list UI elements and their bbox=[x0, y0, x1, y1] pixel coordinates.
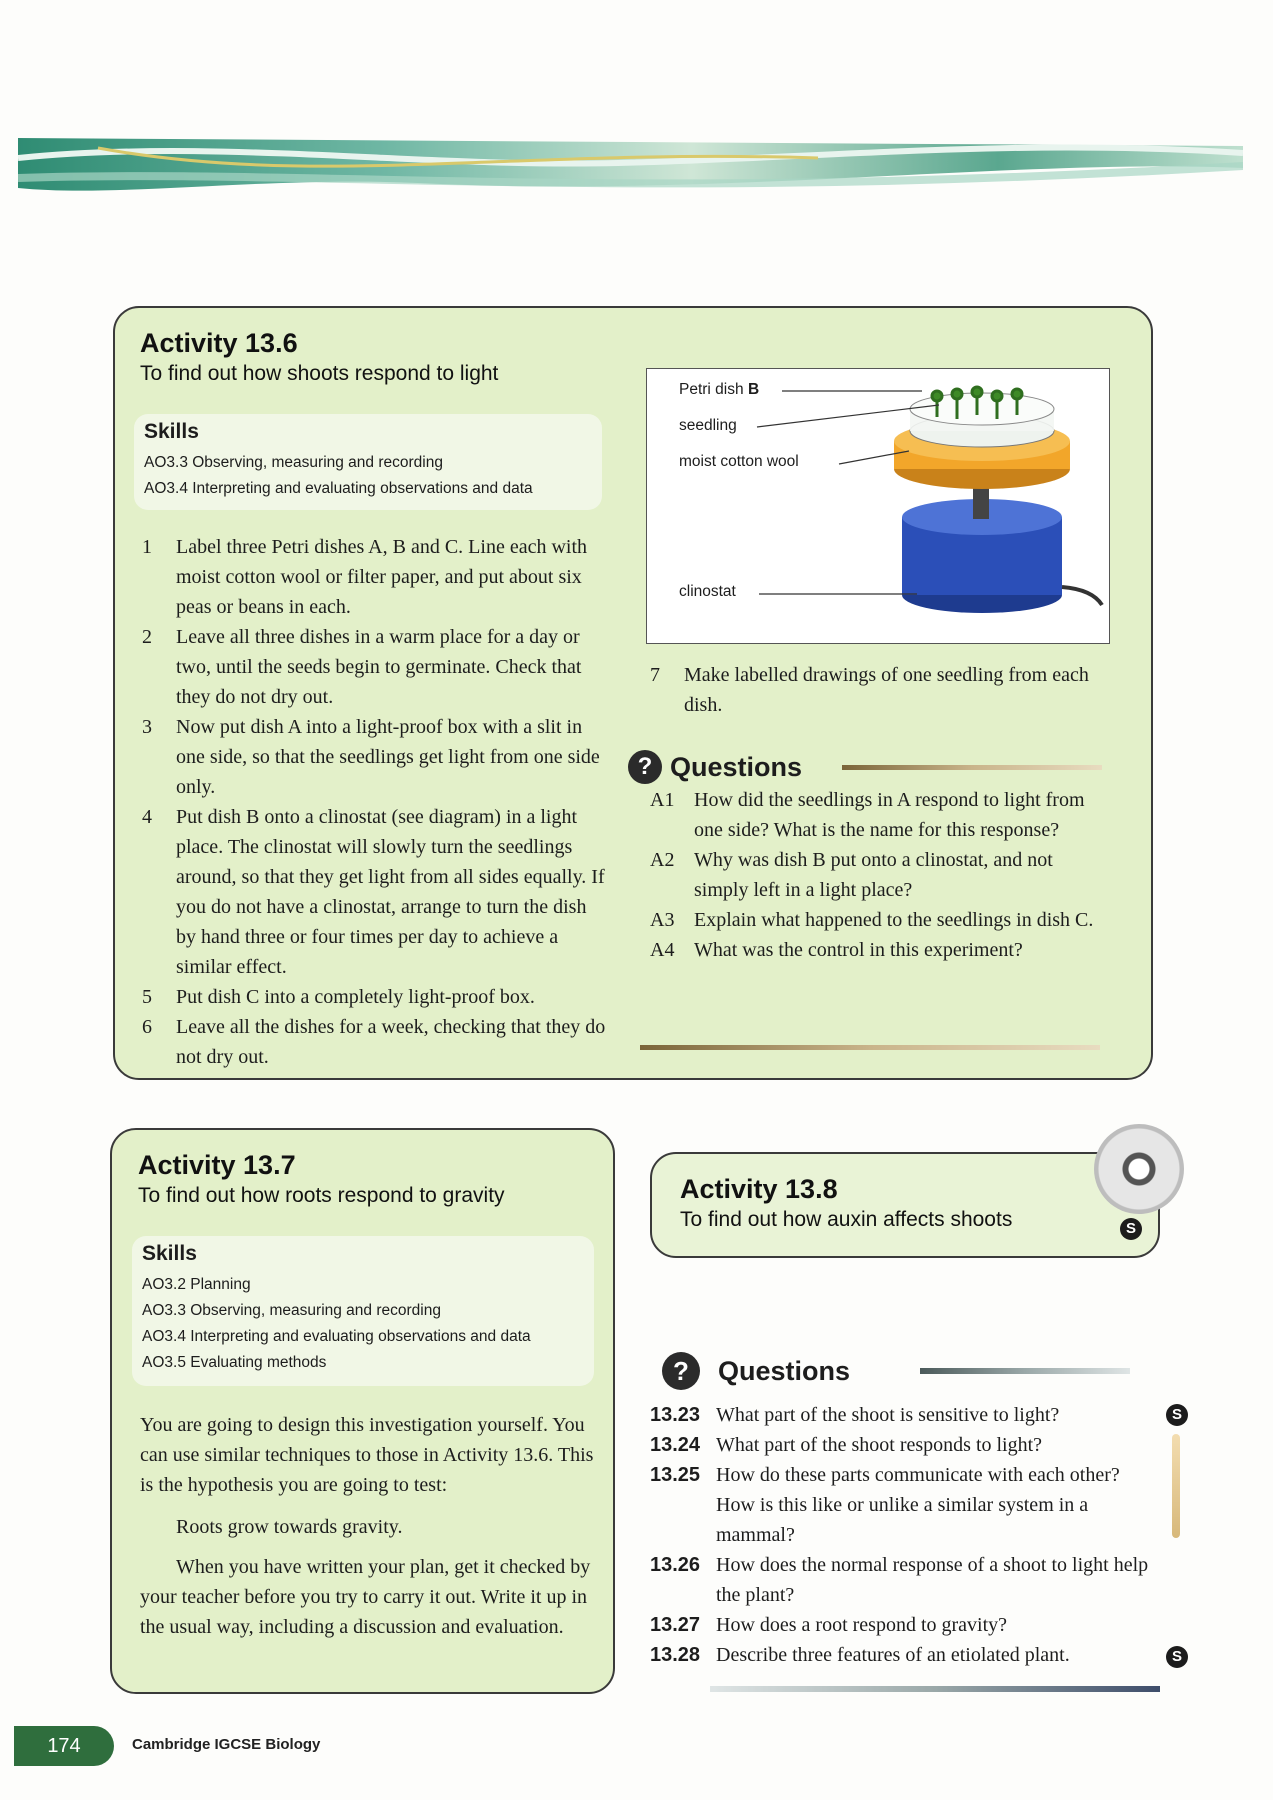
activity-13-6-steps bbox=[142, 532, 610, 1072]
activity-13-8-title: Activity 13.8 bbox=[680, 1174, 838, 1204]
activity-13-6-questions bbox=[650, 785, 1100, 965]
clinostat-diagram bbox=[646, 368, 1110, 644]
clinostat-illustration bbox=[647, 369, 1109, 643]
skill-item: AO3.4 Interpreting and evaluating observations and data bbox=[144, 480, 533, 497]
question-icon: ? bbox=[628, 750, 662, 784]
questions-heading: ? Questions bbox=[662, 1352, 1130, 1390]
activity-13-6-subtitle: To find out how shoots respond to light bbox=[140, 362, 499, 385]
heading-rule bbox=[920, 1368, 1130, 1374]
side-scroll-bar bbox=[1172, 1434, 1180, 1538]
activity-13-7-skills-box bbox=[132, 1236, 594, 1386]
list-item: 2 Leave all three dishes in a warm place for a day or two, until the seeds begin to germinate. Check that they do not dry out. bbox=[142, 626, 582, 708]
activity-13-6-title: Activity 13.6 bbox=[140, 328, 298, 358]
activity-13-7-subtitle: To find out how roots respond to gravity bbox=[138, 1184, 505, 1207]
activity-13-7-body bbox=[140, 1410, 598, 1642]
book-title: Cambridge IGCSE Biology bbox=[132, 1736, 321, 1753]
list-item: 1 Label three Petri dishes A, B and C. Line each with moist cotton wool or filter paper, and put about six peas or beans in each. bbox=[142, 536, 588, 618]
list-item: 6 Leave all the dishes for a week, checking that they do not dry out. bbox=[142, 1016, 606, 1068]
skills-heading: Skills bbox=[142, 1242, 197, 1265]
activity-13-7-title: Activity 13.7 bbox=[138, 1150, 296, 1180]
activity-13-8-s-badge: S bbox=[1120, 1218, 1142, 1240]
header-banner bbox=[18, 128, 1243, 208]
page-number: 174 bbox=[14, 1726, 114, 1766]
questions-bottom-rule bbox=[710, 1686, 1160, 1692]
list-item: 13.27 How does a root respond to gravity? bbox=[650, 1614, 1008, 1636]
question-s-badge: S bbox=[1166, 1646, 1188, 1668]
paragraph: When you have written your plan, get it checked by your teacher before you try to carry it out. Write it up in the usual way, including a discussion and evaluation. bbox=[140, 1556, 591, 1638]
question-icon: ? bbox=[662, 1352, 700, 1390]
label-clinostat: clinostat bbox=[679, 583, 736, 600]
step-7: 7 Make labelled drawings of one seedling from each dish. bbox=[650, 664, 1089, 716]
activity-13-6-skills-box bbox=[134, 414, 602, 510]
list-item: 13.26 How does the normal response of a shoot to light help the plant? bbox=[650, 1554, 1149, 1606]
list-item: 13.25 How do these parts communicate with each other? How is this like or unlike a similar system in a mammal? bbox=[650, 1464, 1120, 1546]
skill-item: AO3.4 Interpreting and evaluating observations and data bbox=[142, 1328, 531, 1345]
skill-item: AO3.3 Observing, measuring and recording bbox=[142, 1302, 441, 1319]
questions-list bbox=[650, 1400, 1160, 1670]
paragraph: You are going to design this investigation yourself. You can use similar techniques to those in Activity 13.6. This is the hypothesis you are going to test: bbox=[140, 1414, 594, 1496]
heading-rule bbox=[842, 765, 1102, 770]
skill-item: AO3.2 Planning bbox=[142, 1276, 251, 1293]
questions-bottom-rule bbox=[640, 1045, 1100, 1050]
list-item: A3 Explain what happened to the seedlings in dish C. bbox=[650, 909, 1094, 931]
question-s-badge: S bbox=[1166, 1404, 1188, 1426]
list-item: 4 Put dish B onto a clinostat (see diagram) in a light place. The clinostat will slowly turn the seedlings around, so that they get light from all sides equally. If you do not have a clinostat, arrange to turn the dish by hand three or four times per day to achieve a similar effect. bbox=[142, 806, 605, 978]
skill-item: AO3.3 Observing, measuring and recording bbox=[144, 454, 443, 471]
list-item: 13.28 Describe three features of an etiolated plant. bbox=[650, 1644, 1070, 1666]
list-item: A1 How did the seedlings in A respond to light from one side? What is the name for this response? bbox=[650, 789, 1085, 841]
list-item: A2 Why was dish B put onto a clinostat, and not simply left in a light place? bbox=[650, 849, 1053, 901]
skills-heading: Skills bbox=[144, 420, 199, 443]
list-item: A4 What was the control in this experiment? bbox=[650, 939, 1023, 961]
list-item: 5 Put dish C into a completely light-proof box. bbox=[142, 986, 535, 1008]
list-item: 13.23 What part of the shoot is sensitive to light? bbox=[650, 1404, 1060, 1426]
label-seedling: seedling bbox=[679, 417, 737, 434]
hypothesis: Roots grow towards gravity. bbox=[176, 1516, 403, 1538]
activity-13-8-panel bbox=[650, 1152, 1160, 1258]
activity-13-6-questions-heading: ? Questions bbox=[628, 750, 1102, 784]
label-moist-cotton-wool: moist cotton wool bbox=[679, 453, 799, 470]
skill-item: AO3.5 Evaluating methods bbox=[142, 1354, 327, 1371]
cd-rom-icon bbox=[1094, 1124, 1184, 1214]
list-item: 13.24 What part of the shoot responds to light? bbox=[650, 1434, 1043, 1456]
list-item: 3 Now put dish A into a light-proof box with a slit in one side, so that the seedlings get light from one side only. bbox=[142, 716, 600, 798]
label-petri-dish: Petri dish B bbox=[679, 381, 760, 398]
activity-13-8-subtitle: To find out how auxin affects shoots bbox=[680, 1208, 1013, 1231]
